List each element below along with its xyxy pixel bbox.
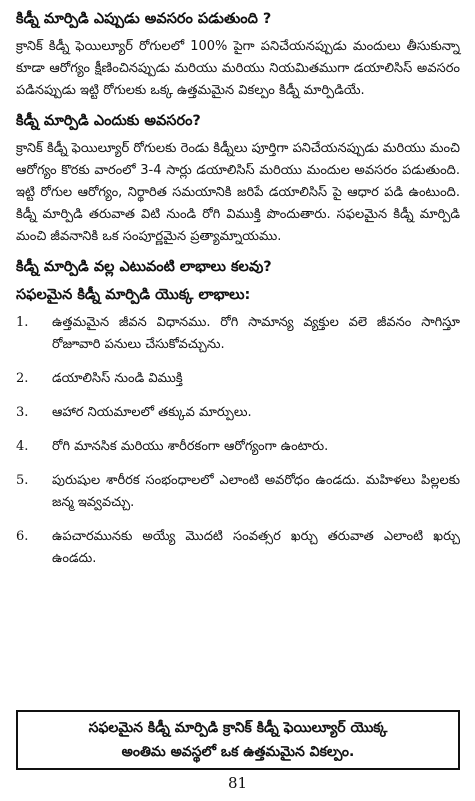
list-text: రోగి మానసిక మరియు శారీరకంగా ఆరోగ్యంగా ఉంటారు.: [52, 439, 329, 454]
page-number: 81: [227, 774, 248, 792]
list-text: పురుషుల శారీరక సంభంధాలలో ఎలాంటి అవరోధం ఉండదు. మహిళలు పిల్లలకు జన్మ ఇవ్వవచ్చు.: [52, 473, 460, 510]
list-text: ఆహార నియమాలలో తక్కువ మార్పులు.: [52, 405, 252, 420]
document-page: [16, 8, 460, 582]
section-body-why: క్రానిక్ కిడ్నీ ఫెయిల్యూర్ రోగులకు రెండు కిడ్నీలు పూర్తిగా పనిచేయనప్పుడు మరియు మంచి ఆరోగ్యం కొరకు వారంలో 3-4 సార్లు డయాలిసిస్ మరియు మందుల అవసరం పడుతుంది. ఇట్టి రోగుల ఆరోగ్యం, నిర్థారిత సమయానికి జరిపే డయాలిసిస్ పై ఆధార పడి ఉంటుంది. కిడ్నీ మార్పిడి తరువాత విటి నుండి రోగి విముక్తి పొందుతారు. సఫలమైన కిడ్నీ మార్పిడి మంచి జీవనానికి ఒక సంపూర్ణమైన ప్రత్యామ్నాయము.: [16, 141, 460, 244]
list-number: 2.: [16, 371, 29, 386]
highlight-line-2: అంతిమ అవస్థలో ఒక ఉత్తమమైన వికల్పం.: [121, 744, 355, 760]
list-number: 3.: [16, 405, 29, 420]
list-number: 6.: [16, 529, 29, 544]
list-item: [16, 312, 460, 356]
list-item: [16, 526, 460, 570]
section-heading-why: కిడ్నీ మార్పిడి ఎందుకు అవసరం?: [16, 113, 201, 129]
section-heading-when: కిడ్నీ మార్పిడి ఎప్పుడు అవసరం పడుతుంది ?: [16, 11, 272, 27]
highlight-line-1: సఫలమైన కిడ్నీ మార్పిడి క్రానిక్ కిడ్నీ ఫెయిల్యూర్ యొక్క: [88, 720, 388, 736]
section-body-when: క్రానిక్ కిడ్నీ ఫెయిల్యూర్ రోగులలో 100% పైగా పనిచేయనప్పుడు మందులు తీసుకున్నా కూడా ఆరోగ్యం క్షీణించినప్పుడు మరియు మరియు నియమితముగా డయాలిసిస్ అవసరం పడినప్పుడు ఇట్టి రోగులకు ఒక్క ఉత్తమమైన వికల్పం కిడ్నీ మార్పిడియే.: [16, 39, 460, 98]
benefits-question: కిడ్నీ మార్పిడి వల్ల ఎటువంటి లాభాలు కలవు?: [16, 259, 272, 275]
benefits-heading: సఫలమైన కిడ్నీ మార్పిడి యొక్క లాభాలు:: [16, 287, 251, 303]
list-number: 5.: [16, 473, 29, 488]
list-item: [16, 368, 460, 390]
list-text: ఉపచారమునకు అయ్యే మొదటి సంవత్సర ఖర్చు తరువాత ఎలాంటి ఖర్చు ఉండదు.: [52, 529, 460, 566]
list-item: [16, 436, 460, 458]
list-item: [16, 470, 460, 514]
list-text: ఉత్తమమైన జీవన విధానము. రోగి సామాన్య వ్యక్తుల వలె జీవనం సాగిస్తూ రోజూవారి పనులు చేసుకోవచ్చును.: [52, 315, 460, 352]
list-number: 1.: [16, 315, 29, 330]
list-text: డయాలిసిస్ నుండి విముక్తి: [52, 371, 183, 386]
highlight-box: [16, 710, 460, 770]
benefits-list: [16, 312, 460, 570]
list-item: [16, 402, 460, 424]
list-number: 4.: [16, 439, 29, 454]
